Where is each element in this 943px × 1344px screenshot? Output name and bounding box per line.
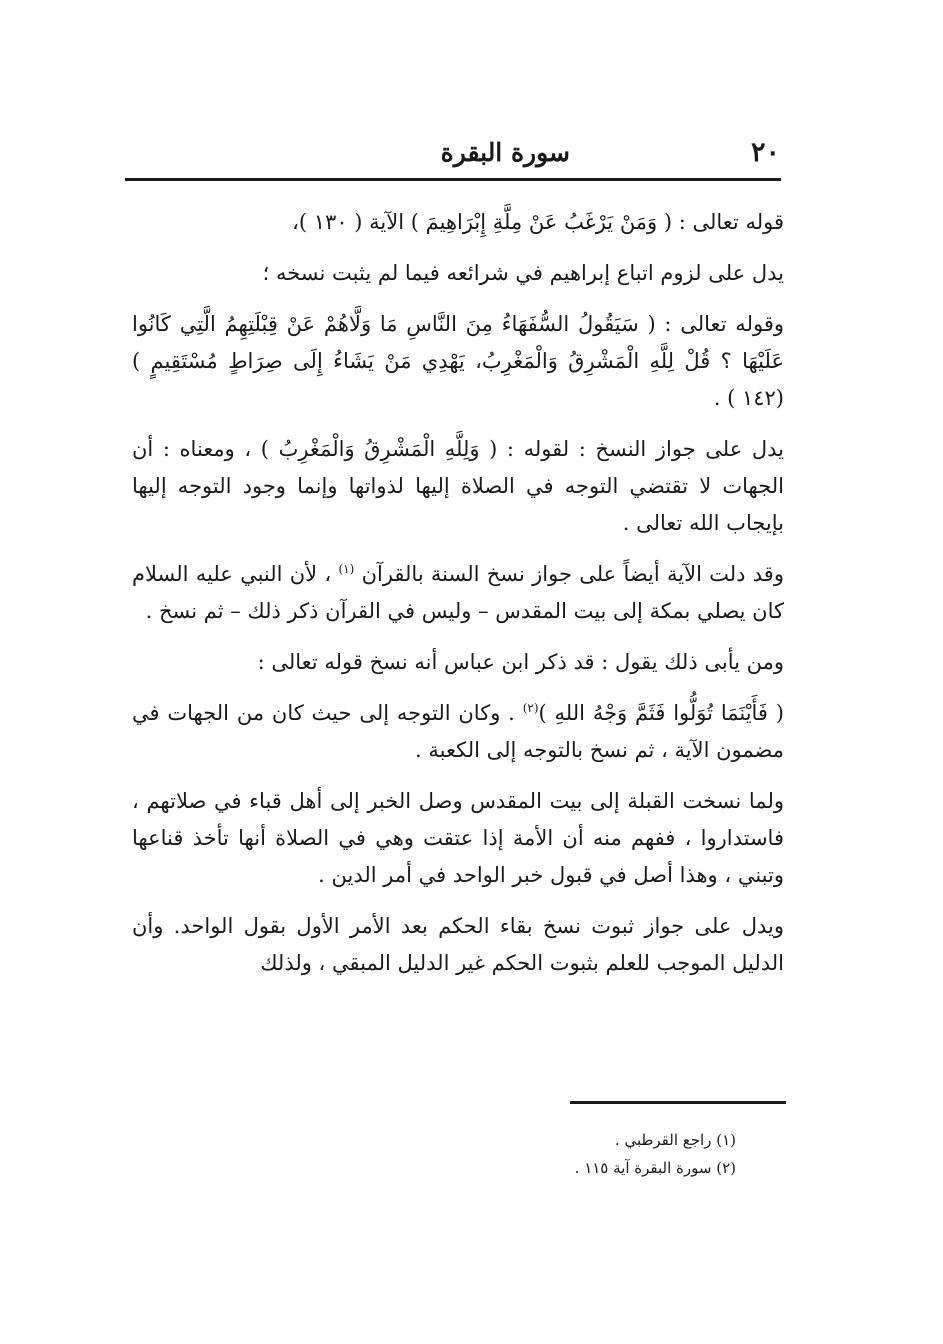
paragraph-text: وقوله تعالى : ( سَيَقُولُ السُّفَهَاءُ مِنَ النَّاسِ مَا وَلَّاهُمْ عَنْ قِبْلَتِهِمُ الَّتِي كَانُوا عَلَيْهَا ؟ قُلْ لِلَّهِ الْمَشْرِقُ وَالْمَغْرِبُ، يَهْدِي مَنْ يَشَاءُ إِلَى صِرَاطٍ مُسْتَقِيمٍ ) (١٤٢ ) .: [132, 312, 784, 410]
page-number: ٢٠: [750, 136, 780, 168]
paragraph: [132, 431, 784, 542]
paragraph-text-part: وقد دلت الآية أيضاً على جواز نسخ السنة بالقرآن: [361, 562, 784, 586]
paragraph: [132, 695, 784, 769]
paragraph-text-part: ، لأن النبي عليه السلام كان يصلي بمكة إلى بيت المقدس – وليس في القرآن ذكر ذلك – ثم نسخ .: [132, 562, 784, 623]
paragraph-text: [132, 556, 784, 630]
paragraph-text-part: . وكان التوجه إلى حيث كان من الجهات في مضمون الآية ، ثم نسخ بالتوجه إلى الكعبة .: [132, 701, 784, 762]
running-title: سورة البقرة: [440, 137, 570, 167]
footnote-reference: (١): [338, 562, 355, 576]
paragraph: [132, 908, 784, 982]
paragraph: [132, 255, 784, 292]
paragraph-text: ومن يأبى ذلك يقول : قد ذكر ابن عباس أنه نسخ قوله تعالى :: [257, 650, 784, 674]
header-divider: [125, 178, 781, 181]
paragraph-text: قوله تعالى : ( وَمَنْ يَرْغَبُ عَنْ مِلَّةِ إِبْرَاهِيمَ ) الآية ( ١٣٠ )،: [292, 210, 784, 234]
footnote-item: (١) راجع القرطبي .: [614, 1131, 736, 1149]
paragraph: [132, 783, 784, 894]
page-header: [125, 128, 780, 176]
paragraph-text: ولما نسخت القبلة إلى بيت المقدس وصل الخبر إلى أهل قباء في صلاتهم ، فاستداروا ، ففهم منه أن الأمة إذا عتقت وهي في الصلاة أنها تأخذ قناعها وتبني ، وهذا أصل في قبول خبر الواحد في أمر الدين .: [132, 789, 784, 887]
footnote-reference: (٢): [522, 701, 539, 715]
footnote-divider: [570, 1101, 786, 1104]
paragraph-text: يدل على جواز النسخ : لقوله : ( وَلِلَّهِ الْمَشْرِقُ وَالْمَغْرِبُ ) ، ومعناه : أن الجهات لا تقتضي التوجه في الصلاة إليها لذواتها وإنما وجود التوجه إليها بإيجاب الله تعالى .: [132, 437, 784, 535]
quran-quote: ( فَأَيْنَمَا تُوَلُّوا فَثَمَّ وَجْهُ اللهِ ): [538, 701, 784, 725]
paragraph: [132, 644, 784, 681]
paragraph: [132, 556, 784, 630]
paragraph-text: [132, 695, 784, 769]
paragraph-text: ويدل على جواز ثبوت نسخ بقاء الحكم بعد الأمر الأول بقول الواحد. وأن الدليل الموجب للعلم بثبوت الحكم غير الدليل المبقي ، ولذلك: [132, 914, 784, 975]
paragraph-text: يدل على لزوم اتباع إبراهيم في شرائعه فيما لم يثبت نسخه ؛: [262, 261, 784, 285]
paragraph: [132, 306, 784, 417]
paragraph: [132, 204, 784, 241]
footnote-item: (٢) سورة البقرة آية ١١٥ .: [574, 1159, 736, 1177]
footnotes: [376, 1126, 736, 1182]
body-text: [132, 204, 784, 996]
